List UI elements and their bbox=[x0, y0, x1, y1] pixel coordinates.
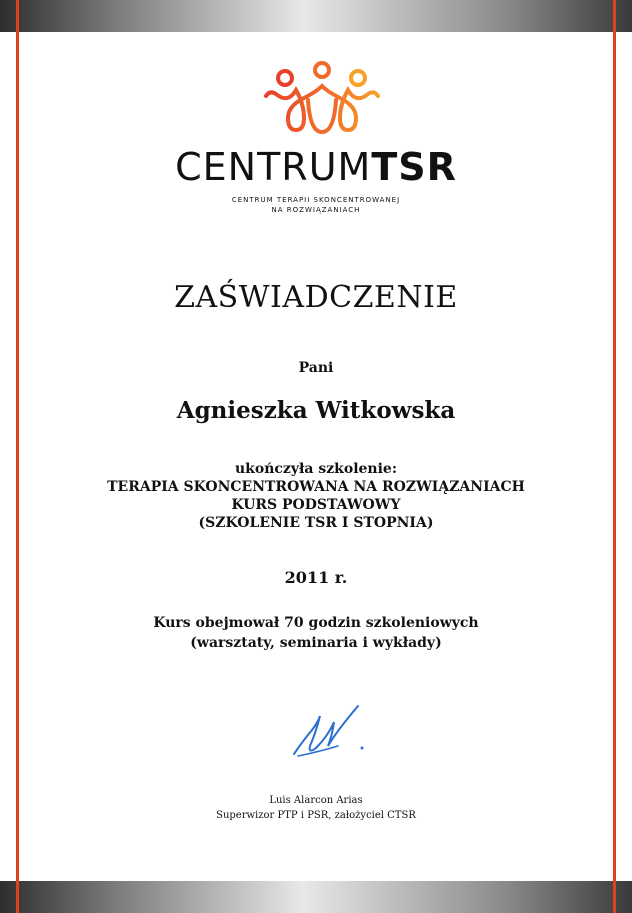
salutation: Pani bbox=[298, 360, 334, 376]
logo-subtitle-line2: NA ROZWIĄZANIACH bbox=[271, 206, 361, 214]
course-stage: (SZKOLENIE TSR I STOPNIA) bbox=[198, 515, 434, 531]
completed-text: ukończyła szkolenie: bbox=[234, 461, 397, 477]
top-border-bar bbox=[0, 0, 632, 32]
logo-word-centrum: CENTRUM bbox=[175, 145, 372, 189]
logo-subtitle bbox=[0, 195, 632, 215]
logo-wordmark bbox=[0, 145, 632, 189]
certificate-title: ZAŚWIADCZENIE bbox=[174, 280, 458, 315]
course-block bbox=[0, 460, 632, 532]
signer-block bbox=[0, 793, 632, 823]
hours-block bbox=[0, 613, 632, 653]
logo-word-tsr: TSR bbox=[371, 145, 457, 189]
course-name: TERAPIA SKONCENTROWANA NA ROZWIĄZANIACH bbox=[107, 479, 525, 495]
handwritten-signature-icon bbox=[288, 702, 368, 764]
hours-line1: Kurs obejmował 70 godzin szkoleniowych bbox=[153, 615, 479, 631]
bottom-border-bar bbox=[0, 881, 632, 913]
centrum-tsr-logo-icon bbox=[260, 60, 380, 138]
course-level: KURS PODSTAWOWY bbox=[231, 497, 401, 513]
right-red-rule bbox=[613, 0, 616, 913]
signer-name: Luis Alarcon Arias bbox=[269, 795, 363, 806]
logo-subtitle-line1: CENTRUM TERAPII SKONCENTROWANEJ bbox=[231, 196, 401, 204]
certificate-year: 2011 r. bbox=[284, 568, 348, 587]
signer-role: Superwizor PTP i PSR, założyciel CTSR bbox=[216, 810, 416, 821]
recipient-name: Agnieszka Witkowska bbox=[176, 397, 456, 424]
left-red-rule bbox=[16, 0, 19, 913]
hours-line2: (warsztaty, seminaria i wykłady) bbox=[190, 635, 442, 651]
